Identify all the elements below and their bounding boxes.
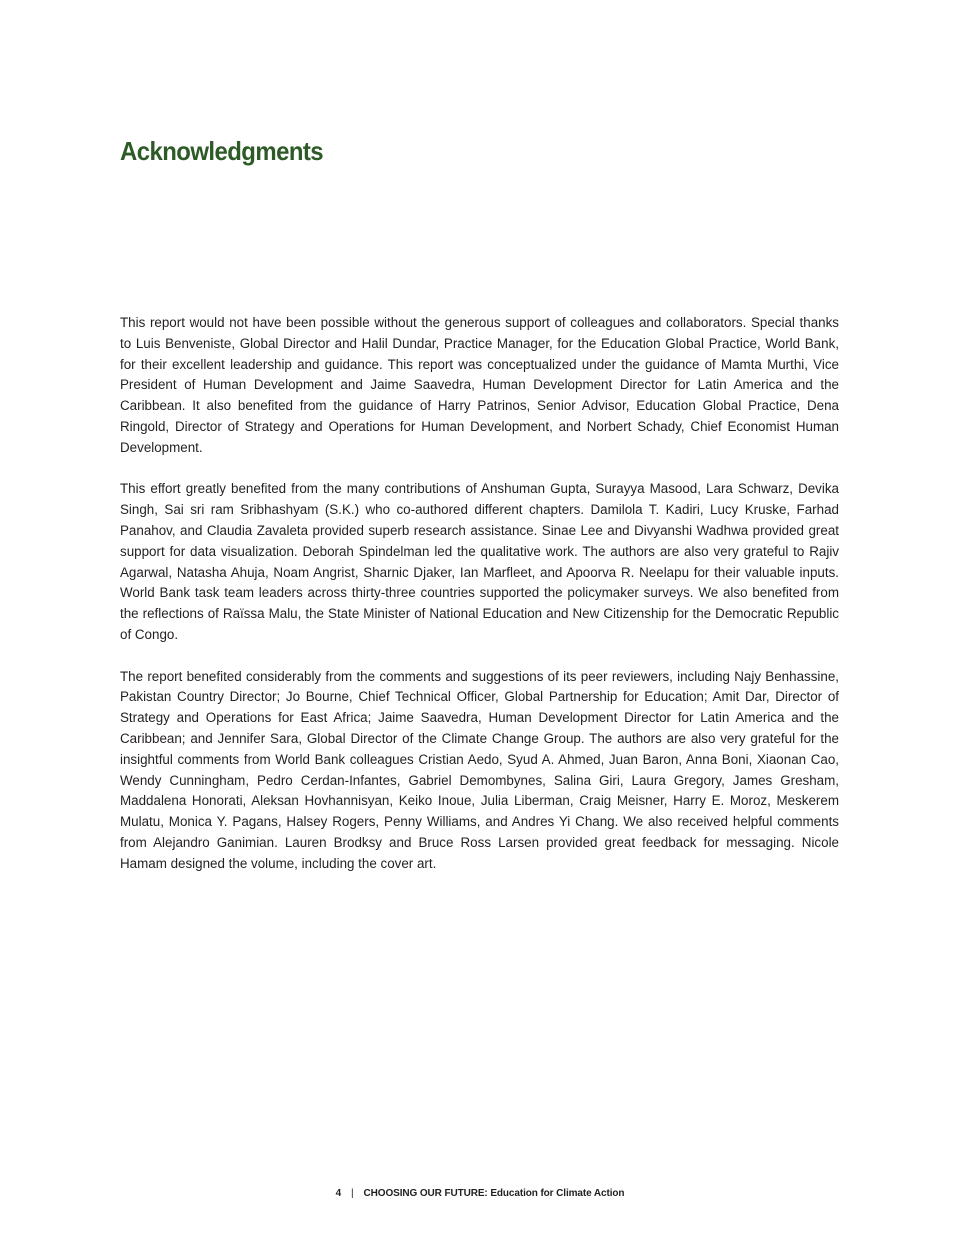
paragraph-1: This report would not have been possible without the generous support of colleagues and collaborators. Special thanks to Luis Benveniste, Global Director and Halil Dundar, Practice Manager, for the Education Global Practice, World Bank, for their excellent leadership and guidance. This report was conceptualized under the guidance of Mamta Murthi, Vice President of Human Development and Jaime Saavedra, Human Development Director for Latin America and the Caribbean. It also benefited from the guidance of Harry Patrinos, Senior Advisor, Education Global Practice, Dena Ringold, Director of Strategy and Operations for Human Development, and Norbert Schady, Chief Economist Human Development.: [120, 315, 839, 455]
page-title: Acknowledgments: [120, 136, 324, 166]
page-footer: [0, 1188, 960, 1199]
paragraph-2: This effort greatly benefited from the many contributions of Anshuman Gupta, Surayya Masood, Lara Schwarz, Devika Singh, Sai sri ram Sribhashyam (S.K.) who co-authored different chapters. Damilola T. Kadiri, Lucy Kruske, Farhad Panahov, and Claudia Zavaleta provided superb research assistance. Sinae Lee and Divyanshi Wadhwa provided great support for data visualization. Deborah Spindelman led the qualitative work. The authors are also very grateful to Rajiv Agarwal, Natasha Ahuja, Noam Angrist, Sharnic Djaker, Ian Marfleet, and Apoorva R. Neelapu for their valuable inputs. World Bank task team leaders across thirty-three countries supported the policymaker surveys. We also benefited from the reflections of Raïssa Malu, the State Minister of National Education and New Citizenship for the Democratic Republic of Congo.: [120, 481, 839, 642]
acknowledgments-body: [120, 313, 839, 895]
footer-separator: |: [351, 1188, 354, 1199]
footer-title: CHOOSING OUR FUTURE: Education for Climate Action: [363, 1188, 625, 1199]
paragraph-3: The report benefited considerably from the comments and suggestions of its peer reviewers, including Najy Benhassine, Pakistan Country Director; Jo Bourne, Chief Technical Officer, Global Partnership for Education; Amit Dar, Director of Strategy and Operations for East Africa; Jaime Saavedra, Human Development Director for Latin America and the Caribbean; and Jennifer Sara, Global Director of the Climate Change Group. The authors are also very grateful for the insightful comments from World Bank colleagues Cristian Aedo, Syud A. Ahmed, Juan Baron, Anna Boni, Xiaonan Cao, Wendy Cunningham, Pedro Cerdan-Infantes, Gabriel Demombynes, Salina Giri, Laura Gregory, James Gresham, Maddalena Honorati, Aleksan Hovhannisyan, Keiko Inoue, Julia Liberman, Craig Meisner, Harry E. Moroz, Meskerem Mulatu, Monica Y. Pagans, Halsey Rogers, Penny Williams, and Andres Yi Chang. We also received helpful comments from Alejandro Ganimian. Lauren Brodksy and Bruce Ross Larsen provided great feedback for messaging. Nicole Hamam designed the volume, including the cover art.: [120, 668, 839, 871]
page-number: 4: [335, 1188, 342, 1199]
